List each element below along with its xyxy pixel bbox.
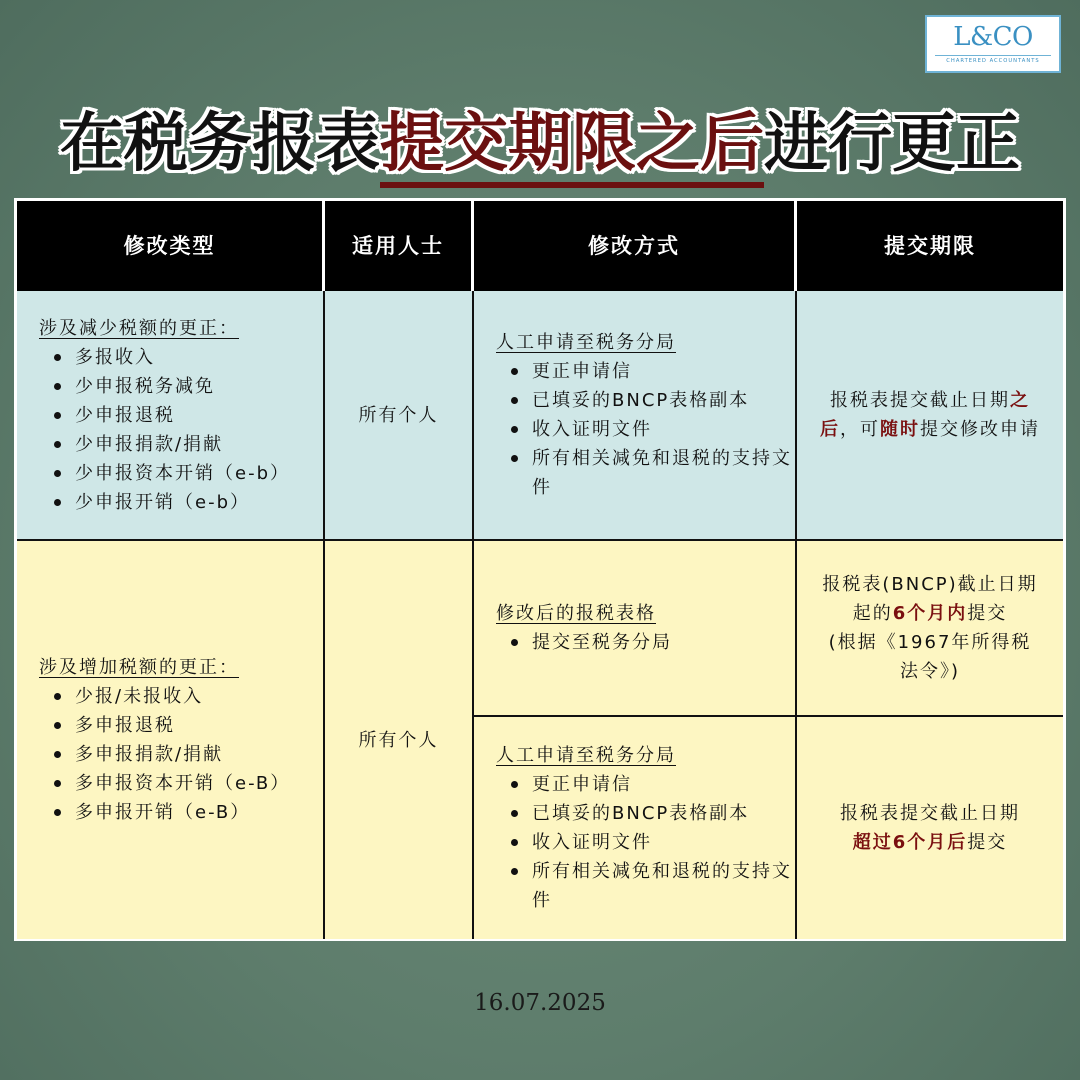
row2b-method-list bbox=[496, 770, 795, 915]
row2-type-cell bbox=[17, 541, 325, 939]
list-item: 收入证明文件 bbox=[496, 828, 795, 857]
amendment-table bbox=[14, 198, 1066, 941]
deadline-emphasis: 超过6个月后 bbox=[852, 832, 968, 853]
row2-who: 所有个人 bbox=[358, 729, 439, 751]
list-item: 少申报退税 bbox=[39, 401, 323, 430]
row2a-deadline-text bbox=[819, 570, 1041, 686]
row1-deadline-text bbox=[819, 386, 1041, 444]
row2b-method-heading: 人工申请至税务分局 bbox=[496, 745, 676, 766]
page-title bbox=[0, 108, 1080, 180]
list-item: 所有相关减免和退税的支持文件 bbox=[496, 444, 795, 502]
row1-type-list bbox=[39, 343, 323, 517]
list-item: 多申报退税 bbox=[39, 711, 323, 740]
row2a-method-list bbox=[496, 628, 795, 657]
list-item: 少申报资本开销（e-b） bbox=[39, 459, 323, 488]
row2-type-list bbox=[39, 682, 323, 827]
list-item: 所有相关减免和退税的支持文件 bbox=[496, 857, 795, 915]
list-item: 多报收入 bbox=[39, 343, 323, 372]
row2-type-heading: 涉及增加税额的更正： bbox=[39, 657, 239, 678]
row2a-deadline-cell bbox=[797, 541, 1063, 717]
header-method: 修改方式 bbox=[474, 201, 797, 291]
logo-tagline: CHARTERED ACCOUNTANTS bbox=[935, 55, 1051, 64]
row2b-deadline-text bbox=[840, 799, 1020, 857]
row1-deadline-cell bbox=[797, 291, 1063, 541]
header-deadline: 提交期限 bbox=[797, 201, 1063, 291]
row1-method-cell bbox=[474, 291, 797, 541]
list-item: 少申报开销（e-b） bbox=[39, 488, 323, 517]
deadline-emphasis: 随时 bbox=[880, 419, 920, 440]
list-item: 多申报捐款/捐献 bbox=[39, 740, 323, 769]
row2b-deadline-cell bbox=[797, 717, 1063, 939]
title-part-1: 在税务报表 bbox=[60, 107, 380, 181]
deadline-note: (根据《1967年所得税法令》) bbox=[828, 632, 1032, 682]
company-logo bbox=[925, 15, 1061, 73]
title-highlight: 提交期限之后 bbox=[380, 107, 764, 188]
row1-method-list bbox=[496, 357, 795, 502]
deadline-text: 提交 bbox=[967, 603, 1008, 624]
row1-who: 所有个人 bbox=[358, 404, 439, 426]
deadline-text: 报税表提交截止日期 bbox=[840, 803, 1020, 824]
deadline-text: 提交修改申请 bbox=[920, 419, 1040, 440]
row2a-method-cell bbox=[474, 541, 797, 717]
deadline-emphasis: 6个月内 bbox=[892, 603, 968, 624]
list-item: 已填妥的BNCP表格副本 bbox=[496, 799, 795, 828]
deadline-text: 报税表(BNCP)截止日期起的 bbox=[822, 574, 1038, 624]
header-applicable: 适用人士 bbox=[325, 201, 474, 291]
publish-date: 16.07.2025 bbox=[474, 990, 606, 1016]
row2b-method-cell bbox=[474, 717, 797, 939]
row2a-method-heading: 修改后的报税表格 bbox=[496, 603, 656, 624]
list-item: 收入证明文件 bbox=[496, 415, 795, 444]
row1-type-cell bbox=[17, 291, 325, 541]
list-item: 更正申请信 bbox=[496, 770, 795, 799]
list-item: 更正申请信 bbox=[496, 357, 795, 386]
list-item: 多申报资本开销（e-B） bbox=[39, 769, 323, 798]
row1-who-cell bbox=[325, 291, 474, 541]
list-item: 多申报开销（e-B） bbox=[39, 798, 323, 827]
row2-who-cell bbox=[325, 541, 474, 939]
row1-method-heading: 人工申请至税务分局 bbox=[496, 332, 676, 353]
list-item: 少申报捐款/捐献 bbox=[39, 430, 323, 459]
deadline-text: 提交 bbox=[967, 832, 1008, 853]
deadline-emphasis: 之后 bbox=[820, 390, 1030, 440]
list-item: 少报/未报收入 bbox=[39, 682, 323, 711]
list-item: 提交至税务分局 bbox=[496, 628, 795, 657]
deadline-text: ，可 bbox=[840, 419, 880, 440]
deadline-text: 报税表提交截止日期 bbox=[830, 390, 1010, 411]
logo-wordmark: L&CO bbox=[953, 22, 1033, 52]
title-part-2: 进行更正 bbox=[764, 107, 1020, 181]
row1-type-heading: 涉及减少税额的更正： bbox=[39, 317, 239, 339]
list-item: 少申报税务减免 bbox=[39, 372, 323, 401]
list-item: 已填妥的BNCP表格副本 bbox=[496, 386, 795, 415]
header-type: 修改类型 bbox=[17, 201, 325, 291]
